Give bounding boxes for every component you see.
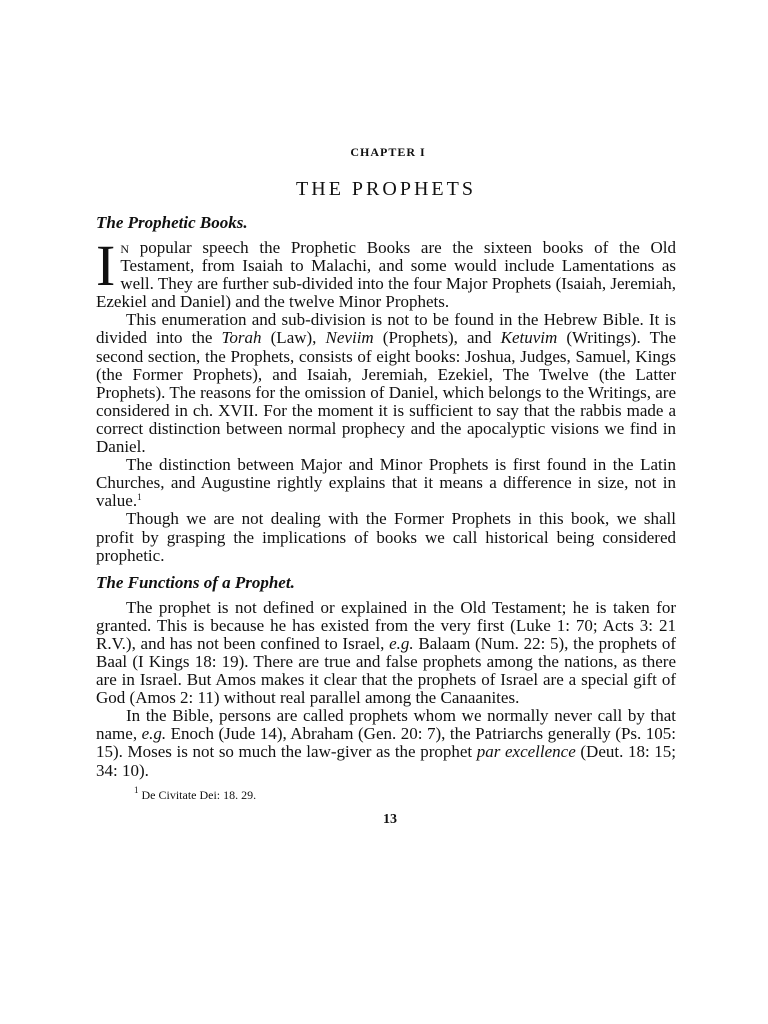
section-prophetic-books [96,213,676,565]
section-heading: The Functions of a Prophet. [96,572,295,592]
book-page [96,145,676,828]
footnote-text: De Civitate Dei: 18. 29. [138,787,257,802]
chapter-label: CHAPTER I [350,145,426,159]
paragraph [96,599,676,708]
paragraph-text: The prophet is not defined or explained in the Old Testament; he is taken for granted. This is because he has existed from the very first (Luke 1: 70; Acts 3: 21 R.V.), and has not been confined to Israel, [96,597,676,653]
chapter-title: THE PROPHETS [296,178,476,200]
term-torah: Torah [221,328,262,348]
paragraph-text: (Deut. 18: 15; 34: 10). [96,742,677,780]
term-ketuvim: Ketuvim [500,328,558,348]
paragraph-text: Enoch (Jude 14), Abraham (Gen. 20: 7), the Patriarchs generally (Ps. 105: 15). Moses is not so much the law-giver as the prophet [96,724,676,762]
paragraph [96,707,676,779]
paragraph-text: Balaam (Num. 22: 5), the prophets of Baal (I Kings 18: 19). There are true and false prophets among the nations, as there are in Israel. But Amos makes it clear that the prophets of Israel are a special gift of God (Amos 2: 11) without real parallel among the Canaanites. [96,633,676,708]
term-neviim: Neviim [325,328,374,348]
paragraph-text: Though we are not dealing with the Former Prophets in this book, we shall profit by grasping the implications of books we call historical being considered prophetic. [96,509,676,565]
page-number: 13 [383,811,397,827]
paragraph-text: The distinction between Major and Minor Prophets is first found in the Latin Churches, and Augustine rightly explains that it means a difference in size, not in value. [96,455,676,511]
paragraph-text: (Writings). The second section, the Prophets, consists of eight books: Joshua, Judges, Samuel, Kings (the Former Prophets), and Isaiah, Jeremiah, Ezekiel, The Twelve (the Latter Prophets). The reasons for the omission of Daniel, which belongs to the Writings, are considered in ch. XVII. For the moment it is sufficient to say that the rabbis made a correct distinction between normal prophecy and the apocalyptic visions we find in Daniel. [96,328,677,457]
paragraph-text: popular speech the Prophetic Books are the sixteen books of the Old Testament, from Isaiah to Malachi, and some would include Lamentations as well. They are further sub-divided into the four Major Prophets (Isaiah, Jeremiah, Ezekiel and Daniel) and the twelve Minor Prophets. [96,238,676,312]
paragraph-text: In the Bible, persons are called prophets whom we normally never call by that name, [96,706,676,744]
abbrev-eg: e.g. [141,724,167,744]
footnote-marker: 1 [134,784,139,795]
first-word-rest: n [120,238,129,257]
footnote [134,784,676,803]
paragraph-text: (Law), [261,328,326,348]
paragraph [96,233,676,312]
section-functions-of-prophet [96,573,676,780]
abbrev-eg: e.g. [389,633,414,653]
paragraph [96,456,676,510]
section-heading: The Prophetic Books. [96,213,248,232]
paragraph [96,510,676,564]
footnote-ref: 1 [137,492,142,503]
paragraph [96,311,676,456]
drop-cap: I [96,233,116,298]
term-par-excellence: par excellence [476,742,576,762]
paragraph-text: (Prophets), and [373,328,501,348]
paragraph-text: This enumeration and sub-division is not to be found in the Hebrew Bible. It is divided into the [96,310,676,348]
